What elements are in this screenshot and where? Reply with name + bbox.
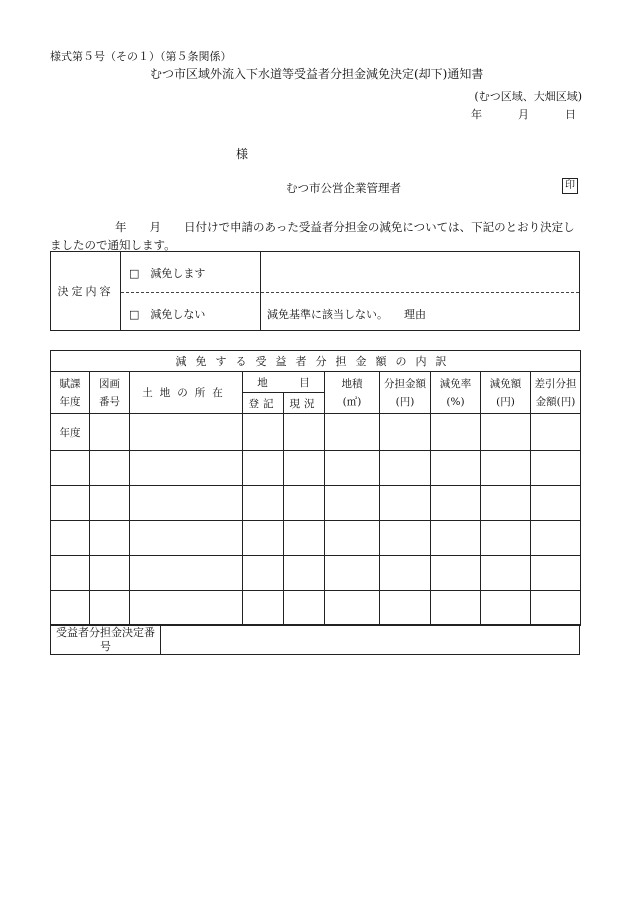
- table-cell[interactable]: [431, 556, 481, 591]
- notice-body: 年 月 日付けで申請のあった受益者分担金の減免については、下記のとおり決定しましたので通知します。: [50, 220, 575, 252]
- table-cell[interactable]: [531, 451, 581, 486]
- table-cell[interactable]: [431, 486, 481, 521]
- table-cell[interactable]: [380, 486, 431, 521]
- table-cell[interactable]: [51, 486, 90, 521]
- table-cell[interactable]: [284, 486, 325, 521]
- notice-text: [50, 218, 580, 254]
- deny-reason: 減免基準に該当しない。: [267, 308, 388, 321]
- table-cell[interactable]: [284, 521, 325, 556]
- table-cell[interactable]: [90, 591, 130, 626]
- table-cell[interactable]: [51, 591, 90, 626]
- table-cell[interactable]: [130, 521, 243, 556]
- table-cell[interactable]: [243, 521, 284, 556]
- header-map-number: 図画 番号: [90, 372, 130, 414]
- table-row: [51, 556, 581, 591]
- header-charge-amount: 分担金額 (円): [380, 372, 431, 414]
- table-cell[interactable]: [481, 556, 531, 591]
- table-cell[interactable]: [531, 486, 581, 521]
- table-cell[interactable]: [380, 591, 431, 626]
- addressee-suffix: 様: [236, 147, 249, 161]
- table-cell[interactable]: [481, 521, 531, 556]
- breakdown-caption: 減免する受益者分担金額の内訳: [51, 351, 581, 372]
- header-reduction-amount: 減免額 (円): [481, 372, 531, 414]
- table-cell[interactable]: [531, 414, 581, 451]
- issuer-name: むつ市公営企業管理者: [286, 181, 401, 195]
- decision-table: [50, 251, 580, 331]
- table-cell[interactable]: [531, 591, 581, 626]
- table-cell[interactable]: [130, 556, 243, 591]
- decision-number-box: [50, 624, 580, 655]
- form-number: 様式第５号（その１）（第５条関係）: [50, 50, 232, 63]
- table-cell[interactable]: [531, 556, 581, 591]
- table-cell[interactable]: [90, 486, 130, 521]
- table-cell[interactable]: [90, 521, 130, 556]
- table-cell[interactable]: [481, 451, 531, 486]
- date-month-label: 月: [518, 108, 529, 121]
- table-row: [51, 451, 581, 486]
- table-cell[interactable]: [51, 521, 90, 556]
- table-cell[interactable]: [284, 591, 325, 626]
- table-cell[interactable]: [325, 556, 380, 591]
- table-cell[interactable]: [243, 591, 284, 626]
- table-cell[interactable]: [431, 591, 481, 626]
- table-row: [51, 591, 581, 626]
- table-cell[interactable]: [325, 451, 380, 486]
- deny-reason-text: [267, 306, 426, 322]
- table-cell[interactable]: [130, 414, 243, 451]
- table-row: [51, 414, 581, 451]
- table-cell[interactable]: [325, 591, 380, 626]
- date-year-label: 年: [471, 108, 482, 121]
- reason-label: 理由: [404, 308, 426, 321]
- document-title: むつ市区域外流入下水道等受益者分担金減免決定(却下)通知書: [150, 67, 484, 81]
- table-cell[interactable]: [481, 591, 531, 626]
- breakdown-table: [50, 350, 581, 626]
- issue-date: [471, 106, 576, 122]
- table-cell[interactable]: [531, 521, 581, 556]
- header-net-charge: 差引分担 金額(円): [531, 372, 581, 414]
- table-cell[interactable]: [380, 414, 431, 451]
- decision-divider: [121, 292, 579, 293]
- header-reduction-rate: 減免率 (%): [431, 372, 481, 414]
- table-cell[interactable]: [130, 591, 243, 626]
- table-cell[interactable]: [243, 414, 284, 451]
- table-cell[interactable]: [481, 486, 531, 521]
- table-cell[interactable]: 年度: [51, 414, 90, 451]
- table-cell[interactable]: [51, 451, 90, 486]
- table-cell[interactable]: [431, 451, 481, 486]
- table-cell[interactable]: [380, 521, 431, 556]
- table-cell[interactable]: [90, 556, 130, 591]
- table-cell[interactable]: [243, 486, 284, 521]
- table-cell[interactable]: [284, 451, 325, 486]
- header-land-type: 地 目: [243, 372, 325, 393]
- table-cell[interactable]: [380, 451, 431, 486]
- header-actual: 現況: [284, 393, 325, 414]
- table-cell[interactable]: [51, 556, 90, 591]
- table-cell[interactable]: [325, 414, 380, 451]
- date-day-label: 日: [565, 108, 576, 121]
- header-tax-year: 賦課 年度: [51, 372, 90, 414]
- table-cell[interactable]: [130, 451, 243, 486]
- table-cell[interactable]: [243, 556, 284, 591]
- table-row: [51, 521, 581, 556]
- table-cell[interactable]: [481, 414, 531, 451]
- table-cell[interactable]: [284, 556, 325, 591]
- table-row: [51, 486, 581, 521]
- header-registry: 登記: [243, 393, 284, 414]
- table-cell[interactable]: [130, 486, 243, 521]
- seal-mark: 印: [562, 178, 578, 194]
- table-cell[interactable]: [431, 521, 481, 556]
- decision-label: 決定内容: [51, 252, 121, 330]
- table-cell[interactable]: [90, 414, 130, 451]
- header-land-location: 土地の所在: [130, 372, 243, 414]
- decision-number-label: 受益者分担金決定番号: [51, 625, 161, 654]
- header-area: 地積 (㎡): [325, 372, 380, 414]
- table-cell[interactable]: [325, 486, 380, 521]
- table-cell[interactable]: [243, 451, 284, 486]
- deny-checkbox-option[interactable]: □ 減免しない: [129, 308, 206, 321]
- table-cell[interactable]: [325, 521, 380, 556]
- table-cell[interactable]: [380, 556, 431, 591]
- table-cell[interactable]: [90, 451, 130, 486]
- region-note: (むつ区域、大畑区域): [474, 90, 582, 103]
- grant-checkbox-option[interactable]: □ 減免します: [129, 267, 206, 280]
- table-cell[interactable]: [431, 414, 481, 451]
- table-cell[interactable]: [284, 414, 325, 451]
